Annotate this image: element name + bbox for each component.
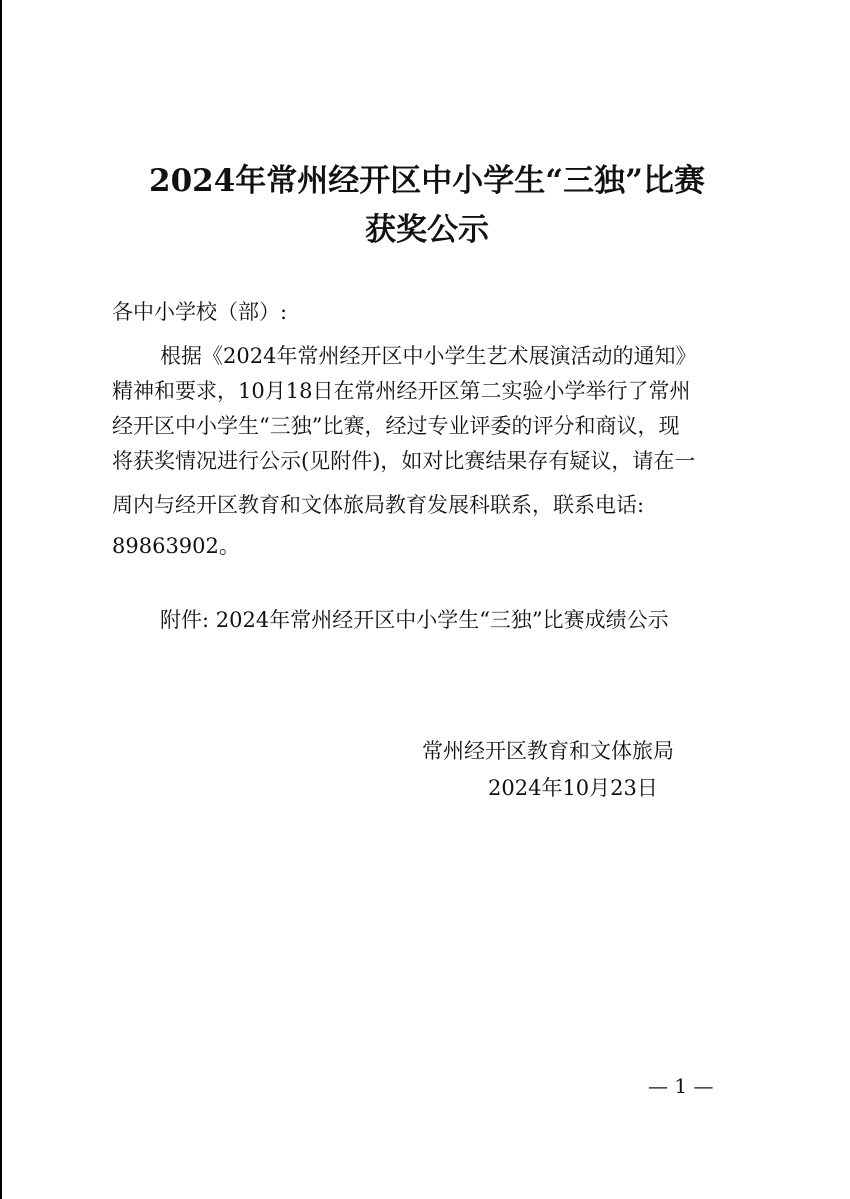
body-line: 将获奖情况进行公示(见附件)，如对比赛结果存有疑议，请在一	[112, 449, 696, 473]
salutation: 各中小学校（部）:	[112, 300, 288, 324]
document-title-line-1: 2024年常州经开区中小学生“三独”比赛	[149, 163, 705, 199]
body-line: 周内与经开区教育和文体旅局教育发展科联系，联系电话:	[112, 493, 645, 517]
page-number: — 1 —	[648, 1074, 714, 1098]
document-title-line-2: 获奖公示	[365, 212, 489, 248]
body-line: 经开区中小学生“三独”比赛，经过专业评委的评分和商议，现	[112, 414, 680, 438]
body-line: 89863902。	[112, 534, 240, 558]
signature-date: 2024年10月23日	[488, 776, 658, 800]
attachment-note: 附件: 2024年常州经开区中小学生“三独”比赛成绩公示	[160, 608, 669, 632]
signature-organization: 常州经开区教育和文体旅局	[422, 739, 674, 763]
body-line: 精神和要求，10月18日在常州经开区第二实验小学举行了常州	[112, 379, 691, 403]
body-line: 根据《2024年常州经开区中小学生艺术展演活动的通知》	[160, 344, 697, 368]
